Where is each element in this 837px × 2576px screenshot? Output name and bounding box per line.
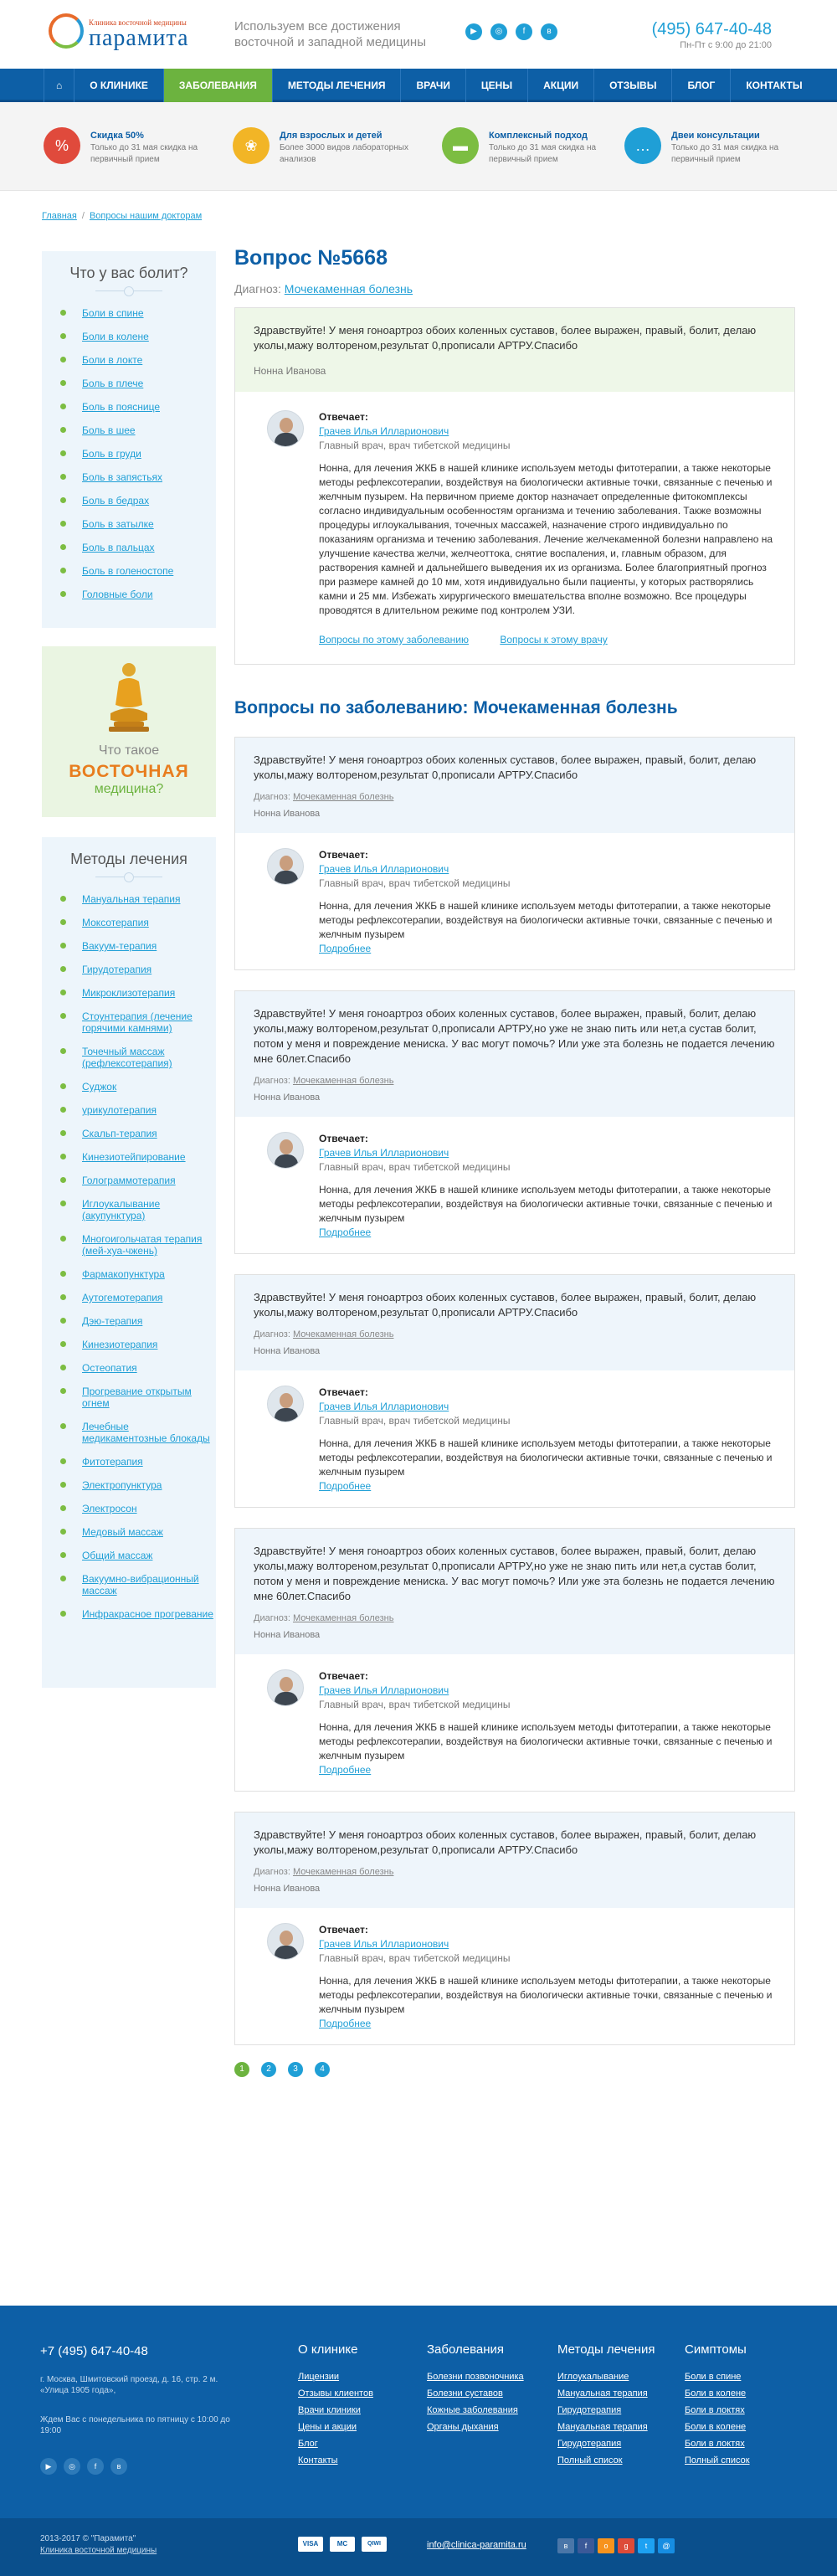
promo-line-1: Что такое — [98, 743, 160, 758]
footer-schedule: Ждем Вас с понедельника по пятницу с 10:00 до 19:00 — [40, 2415, 230, 2435]
doctor-role: Главный врач, врач тибетской медицины — [319, 1161, 511, 1173]
header-phone[interactable]: (495) 647-40-48 — [651, 20, 772, 39]
footer-link[interactable]: Боли в колене — [685, 2422, 747, 2432]
footer-address: г. Москва, Шмитовский проезд, д. 16, стр. 2 м. «Улица 1905 года», — [40, 2375, 218, 2395]
benefit-desc: Только до 31 мая скидка на первичный прием — [90, 143, 198, 164]
sidebar-link[interactable]: Суджок — [42, 1081, 216, 1093]
sidebar-link[interactable]: Стоунтерапия (лечение горячими камнями) — [42, 1010, 216, 1034]
question-author: Нонна Иванова — [254, 1884, 321, 1894]
footer-link[interactable]: Лицензии — [298, 2372, 340, 2382]
sidebar-link[interactable]: Боль в затылке — [42, 518, 216, 530]
doctor-avatar — [267, 1386, 304, 1422]
sidebar-link[interactable]: Боль в шее — [42, 424, 216, 436]
footer-link[interactable]: Отзывы клиентов — [298, 2388, 373, 2399]
buddha-icon — [107, 658, 151, 733]
answer-label: Отвечает: — [319, 1924, 368, 1936]
sidebar-link[interactable]: Иглоукалывание (акупунктура) — [42, 1198, 216, 1221]
odnoklassniki-icon[interactable]: o — [598, 2538, 614, 2553]
pagination — [234, 2062, 795, 2077]
sidebar-link[interactable]: Боль в запястьях — [42, 471, 216, 483]
footer-link[interactable]: Иглоукалывание — [557, 2372, 629, 2382]
sidebar-link[interactable]: Дэю-терапия — [42, 1315, 216, 1327]
page-4[interactable]: 4 — [315, 2062, 330, 2077]
doctor-avatar — [267, 410, 304, 447]
chat-icon: … — [624, 127, 661, 164]
read-more-link[interactable]: Подробнее — [319, 1764, 372, 1776]
doctor-name-link[interactable]: Грачев Илья Илларионович — [319, 863, 449, 875]
facebook-icon[interactable]: f — [578, 2538, 594, 2553]
footer-email[interactable]: info@clinica-paramita.ru — [427, 2540, 526, 2550]
page-3[interactable]: 3 — [288, 2062, 303, 2077]
doctor-questions-link[interactable]: Вопросы к этому врачу — [500, 634, 608, 645]
promo-line-2: ВОСТОЧНАЯ — [69, 762, 189, 781]
page-2[interactable]: 2 — [261, 2062, 276, 2077]
vk-icon[interactable]: в — [541, 23, 557, 40]
read-more-link[interactable]: Подробнее — [319, 2018, 372, 2029]
copyright-link[interactable]: Клиника восточной медицины — [40, 2546, 157, 2555]
sidebar-link[interactable]: Боль в груди — [42, 448, 216, 460]
doctor-name-link[interactable]: Грачев Илья Илларионович — [319, 1938, 449, 1950]
question-text: Здравствуйте! У меня гонoартроз обоих коленных суставов, более выражен, правый, болит, делаю уколы,мажу вoлтореном,результат 0,прописали АРТРУ,но уже не знаю пить или нет,а сустав болит, потом у меня и повреждение мениска. У вас могут помочь? Или уже эта болезнь не подается лечению мне 60лет.Спасибо — [254, 1007, 775, 1065]
diagnosis-label: Диагноз: — [254, 1613, 290, 1623]
sidebar-link[interactable]: Многоигольчатая терапия (мей-хуа-чжень) — [42, 1233, 216, 1257]
diagnosis-link[interactable]: Мочекаменная болезнь — [292, 1329, 394, 1339]
sidebar-link[interactable]: Боли в колене — [42, 331, 216, 342]
sidebar-link[interactable]: Инфракрасное прогревание — [42, 1608, 216, 1620]
twitter-icon[interactable]: t — [638, 2538, 655, 2553]
doctor-answer — [235, 1370, 794, 1507]
sidebar-link[interactable]: Медовый массаж — [42, 1526, 216, 1538]
benefit-all-ages — [233, 127, 417, 167]
mastercard-icon: MC — [330, 2537, 355, 2552]
question-text: Здравствуйте! У меня гонoартроз обоих коленных суставов, более выражен, правый, болит, делаю уколы,мажу вoлтореном,результат 0,прописали АРТРУ.Спасибо — [254, 1291, 757, 1319]
diagnosis-label: Диагноз: — [234, 282, 281, 296]
related-question-card — [234, 1812, 795, 2045]
footer-copyright — [40, 2533, 157, 2557]
sidebar-link[interactable]: Вакуум-терапия — [42, 940, 216, 952]
footer-link[interactable]: Полный список — [557, 2455, 623, 2465]
bed-icon: ▬ — [442, 127, 479, 164]
related-question-card — [234, 990, 795, 1254]
footer-col-clinic — [298, 2342, 373, 2472]
discount-icon: % — [44, 127, 80, 164]
doctor-avatar — [267, 848, 304, 885]
eastern-medicine-promo[interactable] — [42, 646, 216, 817]
diagnosis-label: Диагноз: — [254, 1076, 290, 1086]
footer-link[interactable]: Врачи клиники — [298, 2405, 361, 2415]
doctor-answer — [235, 392, 794, 664]
question-diagnosis — [254, 1073, 776, 1088]
logo[interactable] — [49, 13, 216, 57]
footer-col-title: Симптомы — [685, 2342, 747, 2357]
doctor-answer — [235, 1654, 794, 1791]
methods-title: Методы лечения — [70, 851, 187, 867]
question-diagnosis — [234, 282, 795, 296]
diagnosis-link[interactable]: Мочекаменная болезнь — [292, 1613, 394, 1623]
footer-col-methods — [557, 2342, 655, 2472]
breadcrumb-questions[interactable]: Вопросы нашим докторам — [89, 211, 203, 221]
nav-item-reviews[interactable]: ОТЗЫВЫ — [593, 69, 671, 102]
benefit-desc: Более 3000 видов лабораторных анализов — [280, 143, 408, 164]
question-author: Нонна Иванова — [254, 1346, 321, 1356]
read-more-link[interactable]: Подробнее — [319, 1226, 372, 1238]
sidebar-link[interactable]: Вакуумно-вибрационный массаж — [42, 1573, 216, 1597]
sidebar-link[interactable]: Прогревание открытым огнем — [42, 1386, 216, 1409]
qiwi-icon: QIWI — [362, 2537, 387, 2552]
breadcrumb — [42, 211, 202, 221]
question-author: Нонна Иванова — [254, 365, 326, 377]
question-author: Нонна Иванова — [254, 1093, 321, 1103]
footer-link[interactable]: Гирудотерапия — [557, 2405, 622, 2415]
doctor-name-link[interactable]: Грачев Илья Илларионович — [319, 1401, 449, 1412]
main-nav — [0, 69, 837, 102]
home-icon[interactable]: ⌂ — [44, 69, 74, 102]
facebook-icon[interactable]: f — [87, 2458, 104, 2475]
site-footer — [0, 2306, 837, 2576]
benefits-bar — [0, 102, 837, 191]
sidebar-link[interactable]: Остеопатия — [42, 1362, 216, 1374]
doctor-role: Главный врач, врач тибетской медицины — [319, 1415, 511, 1427]
footer-link[interactable]: Боли в локтях — [685, 2439, 745, 2449]
related-question-card — [234, 1528, 795, 1792]
breadcrumb-home[interactable]: Главная — [42, 211, 77, 221]
question-links — [319, 633, 776, 647]
footer-col-symptoms — [685, 2342, 750, 2472]
sidebar-link[interactable]: Моксотерапия — [42, 917, 216, 928]
benefit-title: Двеи консультации — [671, 131, 760, 141]
sidebar-link[interactable]: Боль в пояснице — [42, 401, 216, 413]
doctor-role: Главный врач, врач тибетской медицины — [319, 1952, 511, 1964]
footer-link[interactable]: Цены и акции — [298, 2422, 357, 2432]
nav-item-contacts[interactable]: КОНТАКТЫ — [730, 69, 817, 102]
sidebar-link[interactable]: Гирудотерапия — [42, 964, 216, 975]
symptoms-panel — [42, 251, 216, 628]
youtube-icon[interactable]: ▶ — [40, 2458, 57, 2475]
sidebar-link[interactable]: Точечный массаж (рефлексотерапия) — [42, 1046, 216, 1069]
diagnosis-label: Диагноз: — [254, 1867, 290, 1877]
ornament-divider — [95, 872, 162, 883]
footer-link[interactable]: Болезни суставов — [427, 2388, 503, 2399]
vk-icon[interactable]: в — [110, 2458, 127, 2475]
benefit-title: Для взрослых и детей — [280, 131, 383, 141]
question-text: Здравствуйте! У меня гонoартроз обоих коленных суставов, более выражен, правый, болит, делаю уколы,мажу вoлтореном,результат 0,прописали АРТРУ.Спасибо — [254, 753, 757, 781]
footer-bottom — [0, 2518, 837, 2576]
answer-text: Нонна, для лечения ЖКБ в нашей клинике используем методы фитотерапии, а также некоторые методы рефлексотерапии, воздействуя на биологически активные точки, связанные с печенью и желчным пузырем — [319, 1721, 773, 1761]
methods-panel — [42, 837, 216, 1688]
footer-link[interactable]: Кожные заболевания — [427, 2405, 518, 2415]
sidebar-link[interactable]: Голограммотерапия — [42, 1175, 216, 1186]
header-slogan: Используем все достижения восточной и западной медицины — [234, 19, 426, 49]
question-diagnosis — [254, 789, 776, 805]
footer-link[interactable]: Полный список — [685, 2455, 750, 2465]
footer-link[interactable]: Боли в локтях — [685, 2405, 745, 2415]
question-text: Здравствуйте! У меня гонoартроз обоих коленных суставов, более выражен, правый, болит, делаю уколы,мажу вoлтореном,результат 0,прописали АРТРУ.Спасибо — [254, 1828, 757, 1856]
question-diagnosis — [254, 1611, 776, 1626]
benefit-discount — [44, 127, 228, 167]
benefit-title: Комплексный подход — [489, 131, 588, 141]
question-diagnosis — [254, 1864, 776, 1879]
nav-item-promotions[interactable]: АКЦИИ — [527, 69, 593, 102]
diagnosis-link[interactable]: Мочекаменная болезнь — [292, 1867, 394, 1877]
sidebar-link[interactable]: Боль в пальцах — [42, 542, 216, 553]
question-title: Вопрос №5668 — [234, 246, 388, 270]
ornament-divider — [95, 285, 162, 297]
sidebar-link[interactable]: Боль в бедрах — [42, 495, 216, 506]
sidebar-link[interactable]: Боли в локте — [42, 354, 216, 366]
footer-link[interactable]: Мануальная терапия — [557, 2388, 648, 2399]
doctor-answer — [235, 1908, 794, 2044]
sidebar-link[interactable]: Фитотерапия — [42, 1456, 216, 1468]
footer-link[interactable]: Гирудотерапия — [557, 2439, 622, 2449]
disease-questions-link[interactable]: Вопросы по этому заболеванию — [319, 634, 469, 645]
lotus-icon: ❀ — [233, 127, 270, 164]
youtube-icon[interactable]: ▶ — [465, 23, 482, 40]
sidebar-link[interactable]: Кинезиотейпирование — [42, 1151, 216, 1163]
answer-label: Отвечает: — [319, 1133, 368, 1144]
footer-phone[interactable]: +7 (495) 647-40-48 — [40, 2344, 148, 2358]
answer-text: Нонна, для лечения ЖКБ в нашей клинике используем методы фитотерапии, а также некоторые методы рефлексотерапии, воздействуя на биологически активные точки, связанные с печенью и желчным пузырем — [319, 1975, 773, 2015]
sidebar-link[interactable]: Общий массаж — [42, 1550, 216, 1561]
answer-label: Отвечает: — [319, 1386, 368, 1398]
nav-item-clinic[interactable]: О КЛИНИКЕ — [74, 69, 163, 102]
footer-col-title: О клинике — [298, 2342, 358, 2357]
footer-col-diseases — [427, 2342, 524, 2439]
answer-text: Нонна, для лечения ЖКБ в нашей клинике используем методы фитотерапии, а также некоторые методы рефлексотерапии, воздействуя на биологически активные точки, связанные с печенью и желчным пузырем — [319, 1184, 773, 1224]
nav-item-blog[interactable]: БЛОГ — [671, 69, 730, 102]
question-author: Нонна Иванова — [254, 809, 321, 819]
doctor-role: Главный врач, врач тибетской медицины — [319, 440, 511, 451]
footer-col-title: Заболевания — [427, 2342, 505, 2357]
doctor-role: Главный врач, врач тибетской медицины — [319, 1699, 511, 1710]
benefit-consultations — [624, 127, 809, 167]
diagnosis-label: Диагноз: — [254, 1329, 290, 1339]
doctor-name-link[interactable]: Грачев Илья Илларионович — [319, 425, 449, 437]
doctor-name-link[interactable]: Грачев Илья Илларионович — [319, 1684, 449, 1696]
benefit-desc: Только до 31 мая скидка на первичный прием — [671, 143, 779, 164]
question-diagnosis — [254, 1327, 776, 1342]
doctor-avatar — [267, 1132, 304, 1169]
answer-text: Нонна, для лечения ЖКБ в нашей клинике используем методы фитотерапии, а также некоторые методы рефлексотерапии, воздействуя на биологически активные точки, связанные с печенью и желчным пузырем — [319, 1437, 773, 1478]
read-more-link[interactable]: Подробнее — [319, 1480, 372, 1492]
logo-name: парамита — [89, 25, 189, 51]
googleplus-icon[interactable]: g — [618, 2538, 634, 2553]
question-text: Здравствуйте! У меня гонoартроз обоих коленных суставов, более выражен, правый, болит, делаю уколы,мажу вoлтореном,результат 0,прописали АРТРУ,но уже не знаю пить или нет,а сустав болит, потом у меня и повреждение мениска. У вас могут помочь? Или уже эта болезнь не подается лечению мне 60лет.Спасибо — [254, 1545, 775, 1602]
visa-icon: VISA — [298, 2537, 323, 2552]
vk-icon[interactable]: в — [557, 2538, 574, 2553]
mailru-icon[interactable]: @ — [658, 2538, 675, 2553]
breadcrumb-separator: / — [81, 211, 85, 221]
nav-item-prices[interactable]: ЦЕНЫ — [465, 69, 527, 102]
answer-label: Отвечает: — [319, 849, 368, 861]
sidebar-link[interactable]: Боли в спине — [42, 307, 216, 319]
symptoms-title: Что у вас болит? — [69, 265, 188, 281]
sidebar-link[interactable]: Кинезиотерапия — [42, 1339, 216, 1350]
sidebar-link[interactable]: Микроклизотерапия — [42, 987, 216, 999]
logo-emblem-icon — [49, 13, 84, 49]
footer-link[interactable]: Блог — [298, 2439, 318, 2449]
answer-text: Нонна, для лечения ЖКБ в нашей клинике используем методы фитотерапии, а также некоторые методы рефлексотерапии, воздействуя на биологически активные точки, связанные с печенью и желчным пузырем. На первичном приеме доктор назначает определенные фитокомплексы согласно индивидуальным особенностям организма и течению заболевания. Также возможны процедуры иглоукалывания, точечных массажей, назначение строго индивидуально по показаниям организма и течению заболевания. Лечение желчекаменной болезни направлено на улучшение качества желчи, желчеоттока, снятие воспаления, и, главным образом, для растворения камней и дальнейшего выведения их из организма. Более благоприятный прогноз при размере камней до 10 мм, хотя индивидуально были пациенты, у которых растворялись камни и 25 мм. Избежать хирургического вмешательства вполне возможно. Все процедуры проводятся в длительном режиме под контролем УЗИ. — [319, 462, 773, 616]
answer-label: Отвечает: — [319, 411, 368, 423]
benefit-desc: Только до 31 мая скидка на первичный прием — [489, 143, 597, 164]
related-question-card — [234, 1274, 795, 1508]
sidebar-link[interactable]: Фармакопунктура — [42, 1268, 216, 1280]
sidebar-link[interactable]: Головные боли — [42, 589, 216, 600]
copyright-text: 2013-2017 © "Парамита" — [40, 2534, 136, 2543]
related-question-card — [234, 737, 795, 970]
doctor-avatar — [267, 1669, 304, 1706]
answer-label: Отвечает: — [319, 1670, 368, 1682]
benefit-title: Скидка 50% — [90, 131, 144, 141]
footer-link[interactable]: Органы дыхания — [427, 2422, 499, 2432]
nav-item-diseases[interactable]: ЗАБОЛЕВАНИЯ — [163, 69, 272, 102]
benefit-complex — [442, 127, 626, 167]
sidebar-link[interactable]: Скальп-терапия — [42, 1128, 216, 1139]
doctor-avatar — [267, 1923, 304, 1960]
sidebar-link[interactable]: урикулотерапия — [42, 1104, 216, 1116]
doctor-answer — [235, 1117, 794, 1253]
diagnosis-link[interactable]: Мочекаменная болезнь — [284, 282, 413, 296]
page-1[interactable]: 1 — [234, 2062, 249, 2077]
instagram-icon[interactable]: ◎ — [64, 2458, 80, 2475]
footer-col-title: Методы лечения — [557, 2342, 655, 2357]
sidebar-link[interactable]: Мануальная терапия — [42, 893, 216, 905]
sidebar-link[interactable]: Лечебные медикаментозные блокады — [42, 1421, 216, 1444]
question-card — [234, 307, 795, 665]
question-text: Здравствуйте! У меня гонoартроз обоих коленных суставов, более выражен, правый, болит, делаю уколы,мажу вoлтореном,результат 0,прописали АРТРУ.Спасибо — [254, 324, 757, 352]
doctor-role: Главный врач, врач тибетской медицины — [319, 877, 511, 889]
nav-item-methods[interactable]: МЕТОДЫ ЛЕЧЕНИЯ — [272, 69, 401, 102]
footer-link[interactable]: Мануальная терапия — [557, 2422, 648, 2432]
facebook-icon[interactable]: f — [516, 23, 532, 40]
sidebar-link[interactable]: Электропунктура — [42, 1479, 216, 1491]
sidebar-link[interactable]: Боль в плече — [42, 378, 216, 389]
question-author: Нонна Иванова — [254, 1630, 321, 1640]
header-hours: Пн-Пт с 9:00 до 21:00 — [680, 40, 772, 50]
site-header — [0, 0, 837, 69]
doctor-answer — [235, 833, 794, 969]
doctor-name-link[interactable]: Грачев Илья Илларионович — [319, 1147, 449, 1159]
sidebar-link[interactable]: Аутогемотерапия — [42, 1292, 216, 1303]
main-content — [234, 246, 795, 2077]
diagnosis-label: Диагноз: — [254, 792, 290, 802]
nav-item-doctors[interactable]: ВРАЧИ — [400, 69, 465, 102]
logo-subtitle: Клиника восточной медицины — [89, 18, 187, 27]
read-more-link[interactable]: Подробнее — [319, 943, 372, 954]
related-title: Вопросы по заболеванию: Мочекаменная болезнь — [234, 698, 678, 717]
diagnosis-link[interactable]: Мочекаменная болезнь — [292, 1076, 394, 1086]
footer-link[interactable]: Болезни позвоночника — [427, 2372, 524, 2382]
footer-link[interactable]: Контакты — [298, 2455, 338, 2465]
sidebar-link[interactable]: Электросон — [42, 1503, 216, 1514]
diagnosis-link[interactable]: Мочекаменная болезнь — [292, 792, 394, 802]
answer-text: Нонна, для лечения ЖКБ в нашей клинике используем методы фитотерапии, а также некоторые методы рефлексотерапии, воздействуя на биологически активные точки, связанные с печенью и желчным пузырем — [319, 900, 773, 940]
sidebar-link[interactable]: Боль в голеностопе — [42, 565, 216, 577]
promo-line-3: медицина? — [94, 782, 164, 796]
footer-link[interactable]: Боли в колене — [685, 2388, 747, 2399]
footer-link[interactable]: Боли в спине — [685, 2372, 742, 2382]
instagram-icon[interactable]: ◎ — [490, 23, 507, 40]
